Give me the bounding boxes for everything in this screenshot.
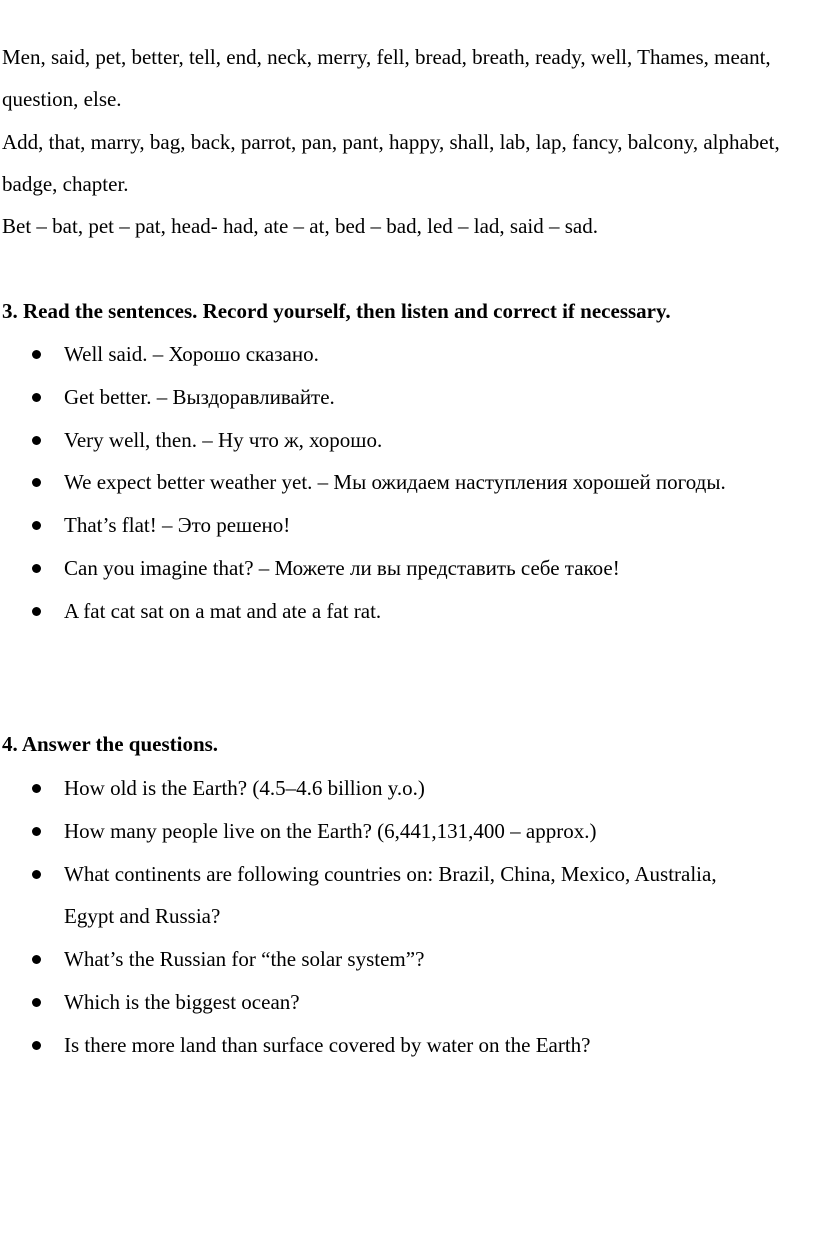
list-item-text: Get better. – Выздоравливайте. — [64, 384, 335, 409]
bullet-icon — [32, 998, 41, 1007]
list-item — [0, 767, 816, 810]
list-item — [0, 590, 816, 633]
list-item — [0, 547, 816, 590]
section-4-list — [0, 767, 816, 1067]
list-item-text: What’s the Russian for “the solar system”? — [64, 947, 425, 972]
list-item — [0, 419, 816, 462]
bullet-icon — [32, 478, 41, 487]
list-item-text: We expect better weather yet. – Мы ожидаем наступления хорошей погоды. — [64, 470, 726, 495]
section-3-list — [0, 333, 816, 633]
list-item — [0, 461, 816, 504]
bullet-icon — [32, 393, 41, 402]
list-item-text: Is there more land than surface covered by water on the Earth? — [64, 1032, 591, 1057]
list-item-text: Very well, then. – Ну что ж, хорошо. — [64, 427, 383, 452]
section-4-heading: 4. Answer the questions. — [2, 732, 219, 756]
list-item — [0, 376, 816, 419]
list-item-text: That’s flat! – Это решено! — [64, 513, 291, 538]
list-item-text: Which is the biggest ocean? — [64, 989, 300, 1014]
list-item-text: What continents are following countries on: Brazil, China, Mexico, Australia, Egypt and Russia? — [64, 861, 717, 929]
bullet-icon — [32, 564, 41, 573]
list-item-text: Well said. – Хорошо сказано. — [64, 342, 319, 366]
list-item-text: How many people live on the Earth? (6,441,131,400 – approx.) — [64, 818, 597, 843]
list-item — [0, 938, 816, 981]
list-item — [0, 853, 816, 939]
list-item-text: Can you imagine that? – Можете ли вы представить себе такое! — [64, 555, 620, 580]
bullet-icon — [32, 521, 41, 530]
bullet-icon — [32, 870, 41, 879]
list-item-text: A fat cat sat on a mat and ate a fat rat. — [64, 598, 382, 623]
word-list-e-sound: Men, said, pet, better, tell, end, neck, merry, fell, bread, breath, ready, well, Thames, meant, question, else. — [2, 45, 771, 111]
list-item-text: How old is the Earth? (4.5–4.6 billion y.o.) — [64, 776, 425, 800]
word-list-a-sound: Add, that, marry, bag, back, parrot, pan, pant, happy, shall, lab, lap, fancy, balcony, alphabet, badge, chapter. — [2, 130, 780, 196]
bullet-icon — [32, 607, 41, 616]
list-item — [0, 810, 816, 853]
list-item — [0, 981, 816, 1024]
minimal-pairs-line: Bet – bat, pet – pat, head- had, ate – at, bed – bad, led – lad, said – sad. — [2, 214, 598, 238]
bullet-icon — [32, 350, 41, 359]
bullet-icon — [32, 827, 41, 836]
bullet-icon — [32, 784, 41, 793]
list-item — [0, 333, 816, 376]
bullet-icon — [32, 1041, 41, 1050]
list-item — [0, 504, 816, 547]
list-item — [0, 1024, 816, 1067]
bullet-icon — [32, 955, 41, 964]
section-3-heading: 3. Read the sentences. Record yourself, then listen and correct if necessary. — [2, 299, 671, 323]
bullet-icon — [32, 436, 41, 445]
